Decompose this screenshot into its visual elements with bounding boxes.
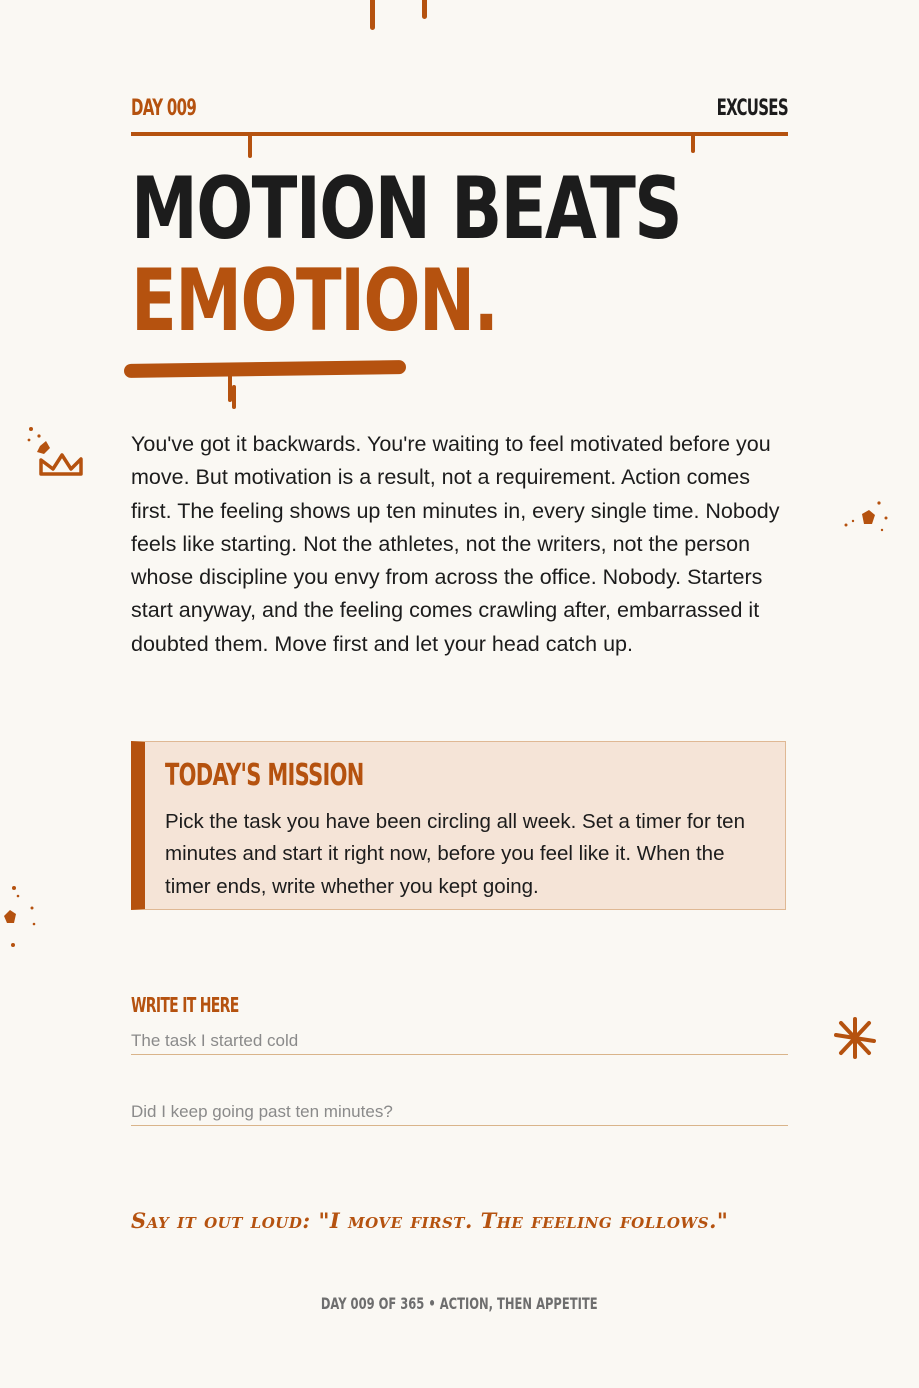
paint-drip-icon [232,385,236,409]
paint-drip-icon [248,134,252,158]
asterisk-icon [832,1015,878,1061]
mission-box [131,741,786,910]
write-it-here-label: WRITE IT HERE [131,993,239,1017]
page-title-line2: EMOTION. [131,251,498,351]
body-text: You've got it backwards. You're waiting to feel motivated before you move. But motivation is a result, not a requirement. Action comes first. The feeling shows up ten minutes in, every single time. Nobody feels like starting. Not the athletes, not the writers, not the person whose discipline you envy from across the office. Nobody. Starters start anyway, and the feeling comes crawling after, embarrassed it doubted them. Move first and let your head catch up. [131,432,780,656]
paint-splatter-icon [0,880,44,952]
affirmation: Say it out loud: "I move first. The feeling follows." [131,1208,729,1233]
topic-label: EXCUSES [716,96,788,121]
paint-splatter-icon [838,496,898,538]
header-rule [131,132,788,136]
footer-text: DAY 009 OF 365 • ACTION, THEN APPETITE [321,1294,598,1313]
day-label: DAY 009 [131,96,197,121]
mission-text: Pick the task you have been circling all week. Set a timer for ten minutes and start it right now, before you feel like it. When the timer ends, write whether you kept going. [165,810,745,898]
page-title-line1: MOTION BEATS [131,159,682,259]
paint-drip-icon [691,134,695,153]
mission-heading: TODAY'S MISSION [165,758,364,793]
paint-drip-icon [370,0,375,30]
kept-going-field[interactable] [131,1099,788,1126]
footer [0,1294,919,1313]
task-started-field[interactable] [131,1028,788,1055]
brush-underline [124,360,406,378]
crown-icon [26,424,86,482]
paint-drip-icon [422,0,427,19]
